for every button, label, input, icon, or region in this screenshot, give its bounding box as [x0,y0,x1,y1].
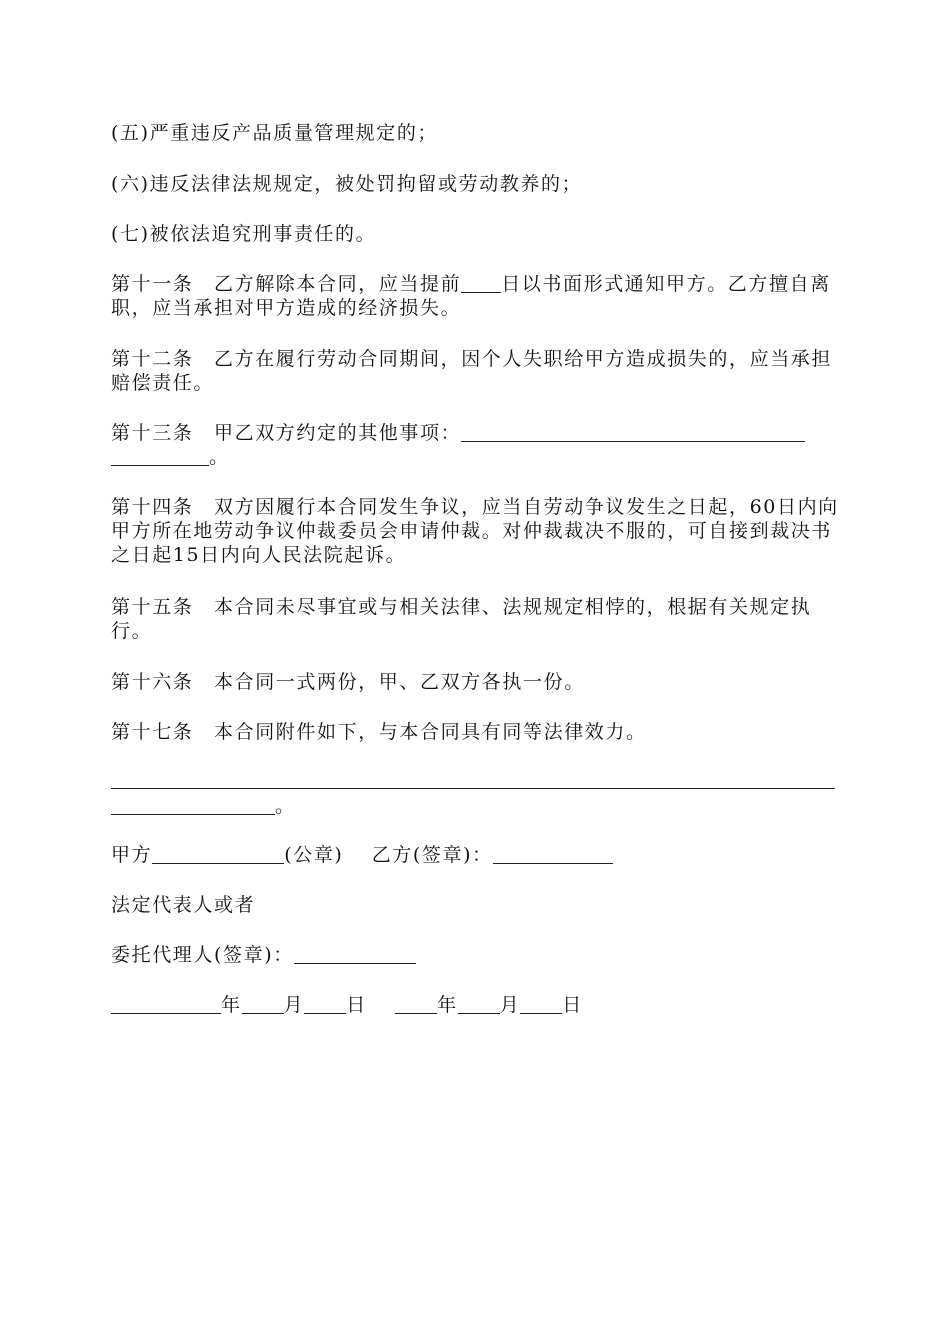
date-line [111,993,841,1017]
seal-label: (公章) [284,844,344,866]
other-matters-blank-1 [461,423,805,442]
agent-label: 委托代理人(签章)： [111,944,294,966]
party-b-label: 乙方(签章)： [371,844,493,866]
party-b-month-blank [458,995,500,1014]
article-15: 第十五条 本合同未尽事宜或与相关法律、法规规定相悖的，根据有关规定执行。 [111,596,812,642]
party-b-month-label: 月 [499,994,521,1016]
other-matters-blank-2 [111,447,209,466]
party-a-label: 甲方 [111,844,153,866]
article-13-text: 第十三条 甲乙双方约定的其他事项： [111,422,462,444]
attachment-line-2 [111,794,841,818]
party-b-day-blank [520,995,562,1014]
party-a-month-label: 月 [283,994,305,1016]
party-b-blank [493,845,613,864]
party-a-blank [152,845,284,864]
article-17: 第十七条 本合同附件如下，与本合同具有同等法律效力。 [111,721,647,743]
attachment-blank-line-2 [111,796,275,815]
clause-5: (五)严重违反产品质量管理规定的； [111,122,439,144]
article-12: 第十二条 乙方在履行劳动合同期间，因个人失职给甲方造成损失的，应当承担赔偿责任。 [111,348,833,394]
party-a-month-blank [242,995,284,1014]
article-11-text-a: 第十一条 乙方解除本合同，应当提前 [111,273,462,295]
party-b-day-label: 日 [562,994,583,1016]
party-a-day-label: 日 [346,994,367,1016]
article-13-end: 。 [209,446,230,468]
agent-line [111,943,841,967]
article-11 [111,272,841,320]
agent-blank [294,945,416,964]
clause-6: (六)违反法律法规规定，被处罚拘留或劳动教养的； [111,173,583,195]
party-a-year-label: 年 [221,994,242,1016]
signature-parties [111,843,841,867]
party-a-day-blank [304,995,346,1014]
attachment-end: 。 [275,795,296,817]
party-a-year-blank [111,995,221,1014]
party-b-year-label: 年 [437,994,458,1016]
attachment-blank-line-1 [111,788,835,789]
article-14: 第十四条 双方因履行本合同发生争议，应当自劳动争议发生之日起，60日内向甲方所在地劳动争议仲裁委员会申请仲裁。对仲裁裁决不服的，可自接到裁决书之日起15日内向人民法院起诉。 [111,496,839,566]
article-13 [111,421,841,469]
legal-rep-label: 法定代表人或者 [111,894,256,916]
article-16: 第十六条 本合同一式两份，甲、乙双方各执一份。 [111,671,585,693]
clause-7: (七)被依法追究刑事责任的。 [111,223,377,245]
notice-days-blank [461,274,501,293]
article-11-text-b: 日以书面形式通知甲方。乙方擅自离职，应当承担对甲方造成的经济损失。 [111,273,831,319]
party-b-year-blank [395,995,437,1014]
